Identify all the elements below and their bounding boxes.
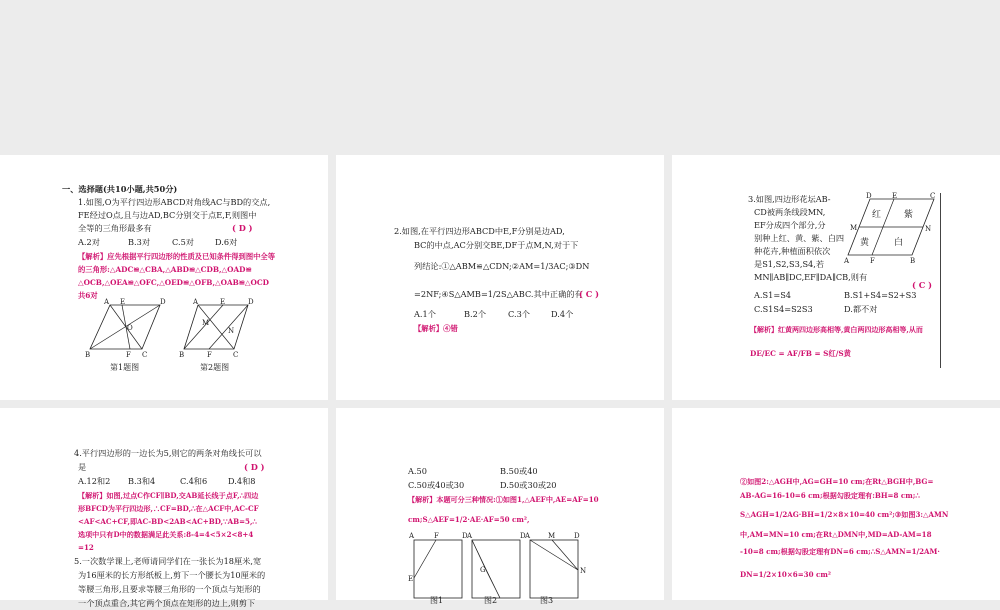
- q5-figures: [408, 530, 588, 600]
- svg-text:A: A: [467, 532, 473, 540]
- svg-text:E: E: [220, 298, 226, 306]
- q2-option-c: C.3个: [508, 309, 530, 319]
- q2-line3: 列结论:①△ABM≌△CDN;②AM=1/3AC;③DN: [414, 261, 590, 271]
- svg-text:C: C: [142, 351, 148, 359]
- q1-analysis-line4: 共6对: [78, 291, 98, 300]
- q5-option-c: C.50或40或30: [408, 480, 465, 490]
- svg-text:C: C: [930, 192, 936, 200]
- q5-option-d: D.50或30或20: [500, 480, 557, 490]
- svg-text:E: E: [408, 575, 414, 583]
- q3-answer: ( C ): [912, 280, 932, 290]
- label-red: 红: [872, 210, 882, 220]
- q3-analysis-line1: 【解析】红黄两四边形高相等,黄白两四边形高相等,从而: [750, 325, 923, 334]
- q4-option-d: D.4和8: [228, 476, 256, 486]
- label-purple: 紫: [904, 210, 914, 220]
- analysis-line6: DN=1/2×10×6=30 cm²: [740, 570, 831, 579]
- svg-text:B: B: [85, 351, 91, 359]
- q5-line3: 等腰三角形,且要求等腰三角形的一个顶点与矩形的: [78, 584, 261, 594]
- figure-2-parallelogram: [178, 297, 258, 359]
- svg-text:E: E: [892, 192, 898, 200]
- svg-text:D: D: [462, 532, 468, 540]
- svg-text:F: F: [207, 351, 212, 359]
- q4-analysis-line1: 【解析】如图,过点C作CF∥BD,交AB延长线于点F,∴四边: [78, 491, 259, 500]
- svg-text:D: D: [520, 532, 526, 540]
- slide-question-1[interactable]: [0, 155, 328, 400]
- q2-option-d: D.4个: [551, 309, 574, 319]
- svg-text:N: N: [925, 225, 932, 233]
- analysis-line2: AB-AG=16-10=6 cm;根据勾股定理有:BH=8 cm;∴: [740, 491, 920, 500]
- q4-analysis-line4: 选项中只有D中的数据满足此关系:8-4=4<5×2<8+4: [78, 530, 254, 539]
- q1-line1: 1.如图,O为平行四边形ABCD对角线AC与BD的交点,: [78, 197, 271, 207]
- analysis-line4: 中,AM=MN=10 cm;在Rt△DMN中,MD=AD-AM=18: [740, 530, 932, 539]
- analysis-line5: -10=8 cm;根据勾股定理有DN=6 cm;∴S△AMN=1/2AM·: [740, 547, 940, 556]
- svg-text:A: A: [844, 257, 850, 265]
- q4-line2: 是: [78, 462, 87, 472]
- slide-question-3[interactable]: [672, 155, 1000, 400]
- figure-3-flower-bed: [842, 191, 938, 265]
- svg-text:N: N: [228, 327, 235, 335]
- q2-analysis: 【解析】④错: [414, 324, 458, 333]
- q4-answer: ( D ): [244, 462, 265, 472]
- q3-line7: MN∥AB∥DC,EF∥DA∥CB,则有: [754, 272, 868, 282]
- analysis-line1: ②如图2:△AGH中,AG=GH=10 cm;在Rt△BGH中,BG=: [740, 477, 934, 486]
- svg-text:E: E: [120, 298, 126, 306]
- q5-line2: 为16厘米的长方形纸板上,剪下一个腰长为10厘米的: [78, 570, 266, 580]
- q1-analysis-line3: △OCB,△OEA≌△OFC,△OED≌△OFB,△OAB≌△OCD: [78, 278, 269, 287]
- q4-option-c: C.4和6: [180, 476, 208, 486]
- q2-answer: ( C ): [579, 289, 599, 299]
- q3-line1: 3.如图,四边形花坛AB-: [748, 194, 831, 204]
- q3-option-a: A.S1=S4: [754, 290, 792, 300]
- svg-text:F: F: [870, 257, 875, 265]
- svg-text:A: A: [193, 298, 199, 306]
- q3-analysis-line2: DE/EC = AF/FB = S红/S黄: [750, 349, 851, 358]
- figure-2-caption: 第2题图: [200, 363, 230, 372]
- q2-line2: BC的中点,AC分别交BE,DF于点M,N,对于下: [414, 240, 579, 250]
- slide-question-5-analysis[interactable]: [672, 408, 1000, 600]
- svg-text:A: A: [104, 298, 110, 306]
- slide-question-4-5[interactable]: [0, 408, 328, 608]
- q4-line1: 4.平行四边形的一边长为5,则它的两条对角线长可以: [74, 448, 262, 458]
- svg-text:N: N: [580, 567, 587, 575]
- q5-option-b: B.50或40: [500, 466, 538, 476]
- q4-option-b: B.3和4: [128, 476, 156, 486]
- q1-line3: 全等的三角形最多有: [78, 223, 152, 233]
- q3-line4: 别种上红、黄、紫、白四: [754, 233, 845, 243]
- svg-text:D: D: [866, 192, 872, 200]
- svg-text:M: M: [548, 532, 556, 540]
- svg-text:O: O: [127, 324, 133, 332]
- q5-fig2-caption: 图2: [484, 596, 498, 605]
- q2-line4: =2NF;④S△AMB=1/2S△ABC.其中正确的有: [414, 289, 583, 299]
- svg-text:A: A: [525, 532, 531, 540]
- figure-1-caption: 第1题图: [110, 363, 140, 372]
- q1-option-c: C.5对: [172, 237, 194, 247]
- q1-answer: ( D ): [232, 223, 253, 233]
- figure-1-parallelogram: [82, 297, 170, 359]
- svg-text:D: D: [248, 298, 254, 306]
- svg-text:B: B: [179, 351, 185, 359]
- q4-option-a: A.12和2: [78, 476, 111, 486]
- q2-option-b: B.2个: [464, 309, 487, 319]
- q5-fig1-caption: 图1: [430, 596, 444, 605]
- q1-option-b: B.3对: [128, 237, 151, 247]
- q4-analysis-line5: =12: [78, 543, 94, 552]
- svg-text:F: F: [434, 532, 439, 540]
- q5-line4: 一个顶点重合,其它两个顶点在矩形的边上,则剪下: [78, 598, 256, 608]
- svg-text:D: D: [160, 298, 166, 306]
- svg-text:B: B: [910, 257, 916, 265]
- svg-text:F: F: [126, 351, 131, 359]
- q4-analysis-line3: <AF<AC+CF,即AC-BD<2AB<AC+BD,∵AB=5,∴: [78, 517, 257, 526]
- slide-question-2[interactable]: [336, 155, 664, 400]
- q1-analysis-line2: 的三角形:△ADC≌△CBA,△ABD≌△CDB,△OAD≌: [78, 265, 252, 274]
- q5-fig3-caption: 图3: [540, 596, 554, 605]
- section-title: 一、选择题(共10小题,共50分): [62, 184, 178, 194]
- svg-text:G: G: [480, 566, 486, 574]
- label-white: 白: [894, 238, 904, 248]
- q2-option-a: A.1个: [414, 309, 436, 319]
- svg-text:D: D: [574, 532, 580, 540]
- q3-option-d: D.都不对: [844, 304, 878, 314]
- q3-option-c: C.S1S4=S2S3: [754, 304, 813, 314]
- q1-analysis-line1: 【解析】应先根据平行四边形的性质及已知条件得到图中全等: [78, 252, 276, 261]
- divider-line: [940, 193, 941, 368]
- q3-line3: EF分成四个部分,分: [754, 220, 826, 230]
- q3-line6: 是S1,S2,S3,S4,若: [754, 259, 825, 269]
- svg-text:M: M: [202, 319, 210, 327]
- slide-question-5-options[interactable]: [336, 408, 664, 605]
- svg-text:M: M: [850, 224, 858, 232]
- q5-option-a: A.50: [408, 466, 427, 476]
- svg-text:A: A: [409, 532, 415, 540]
- analysis-line3: S△AGH=1/2AG·BH=1/2×8×10=40 cm²;③如图3:△AMN: [740, 510, 949, 519]
- q3-line5: 种花卉,种植面积依次: [754, 246, 831, 256]
- q5-analysis-line2: cm;S△AEF=1/2·AE·AF=50 cm²,: [408, 515, 530, 524]
- q2-line1: 2.如图,在平行四边形ABCD中E,F分别是边AD,: [394, 226, 565, 236]
- q5-line1: 5.一次数学课上,老师请同学们在一张长为18厘米,宽: [74, 556, 262, 566]
- q1-line2: FE经过O点,且与边AD,BC分别交于点E,F,则图中: [78, 210, 257, 220]
- q5-analysis-line1: 【解析】本题可分三种情况:①如图1,△AEF中,AE=AF=10: [408, 495, 599, 504]
- q4-analysis-line2: 形BFCD为平行四边形,∴CF=BD,∴在△ACF中,AC-CF: [78, 504, 259, 513]
- label-yellow: 黄: [860, 238, 870, 248]
- q3-line2: CD被两条线段MN,: [754, 207, 826, 217]
- svg-text:C: C: [233, 351, 239, 359]
- q3-option-b: B.S1+S4=S2+S3: [844, 290, 917, 300]
- q1-option-a: A.2对: [78, 237, 100, 247]
- q1-option-d: D.6对: [215, 237, 238, 247]
